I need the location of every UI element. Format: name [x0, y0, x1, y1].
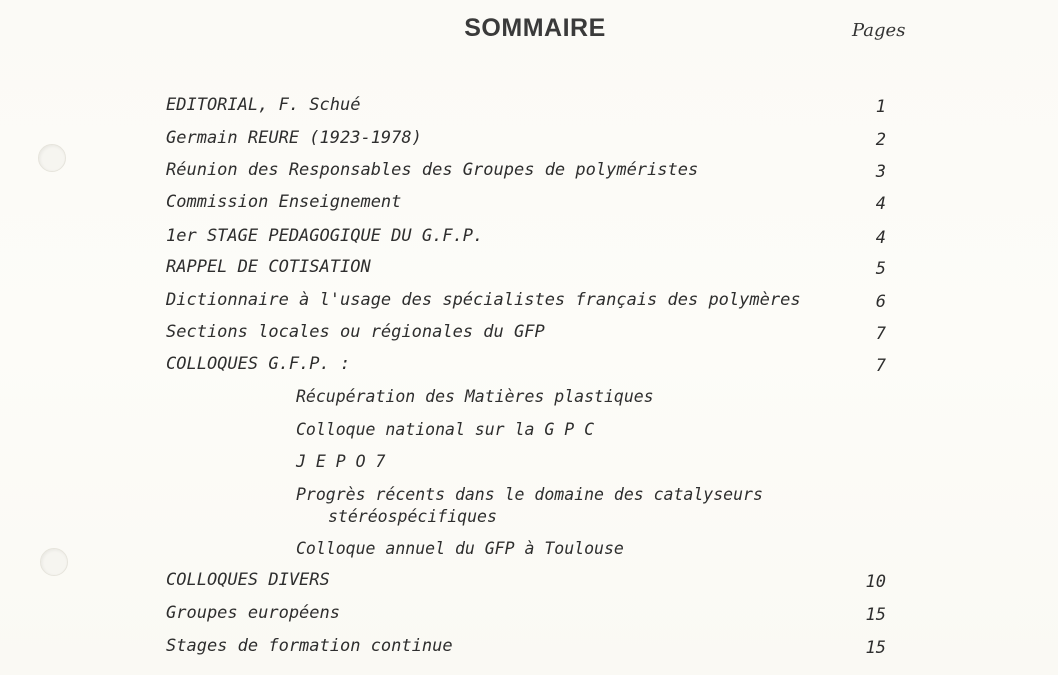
toc-entry-editorial: EDITORIAL, F. Schué — [166, 95, 361, 115]
toc-subentry-catalyseurs-line2: stéréospécifiques — [328, 507, 497, 526]
toc-page-stages-formation: 15 — [865, 638, 886, 658]
toc-page-sections: 7 — [875, 324, 886, 344]
toc-page-reunion: 3 — [875, 162, 886, 182]
toc-page-colloques-divers: 10 — [865, 572, 886, 592]
toc-subentry-catalyseurs-line1: Progrès récents dans le domaine des catalyseurs — [296, 485, 763, 504]
toc-page-cotisation: 5 — [875, 259, 886, 279]
toc-entry-colloques-divers: COLLOQUES DIVERS — [166, 570, 330, 590]
pages-column-header: Pages — [852, 20, 906, 41]
toc-subentry-toulouse: Colloque annuel du GFP à Toulouse — [296, 539, 624, 558]
toc-subentry-gpc: Colloque national sur la G P C — [296, 420, 595, 439]
toc-page-commission: 4 — [875, 194, 886, 214]
toc-entry-reure: Germain REURE (1923-1978) — [166, 128, 422, 148]
toc-page-stage-pedagogique: 4 — [875, 228, 886, 248]
toc-subentry-recuperation: Récupération des Matières plastiques — [296, 387, 654, 406]
toc-entry-groupes-europeens: Groupes européens — [166, 603, 340, 623]
toc-entry-stages-formation: Stages de formation continue — [166, 636, 453, 656]
toc-entry-dictionnaire: Dictionnaire à l'usage des spécialistes français des polymères — [166, 290, 801, 310]
toc-page-colloques-gfp: 7 — [875, 356, 886, 376]
toc-subentry-jepo: J E P O 7 — [296, 452, 386, 471]
toc-entry-commission: Commission Enseignement — [166, 192, 402, 212]
toc-entry-stage-pedagogique: 1er STAGE PEDAGOGIQUE DU G.F.P. — [166, 226, 484, 246]
toc-page-reure: 2 — [875, 130, 886, 150]
toc-entry-sections: Sections locales ou régionales du GFP — [166, 322, 545, 342]
page-title: SOMMAIRE — [464, 14, 606, 42]
toc-entry-reunion: Réunion des Responsables des Groupes de polyméristes — [166, 160, 699, 180]
toc-entry-colloques-gfp: COLLOQUES G.F.P. : — [166, 354, 351, 374]
toc-subentry-catalyseurs — [296, 484, 763, 528]
toc-page-dictionnaire: 6 — [875, 292, 886, 312]
toc-page-groupes-europeens: 15 — [865, 605, 886, 625]
toc-entry-cotisation: RAPPEL DE COTISATION — [166, 257, 371, 277]
toc-page-editorial: 1 — [875, 97, 886, 117]
